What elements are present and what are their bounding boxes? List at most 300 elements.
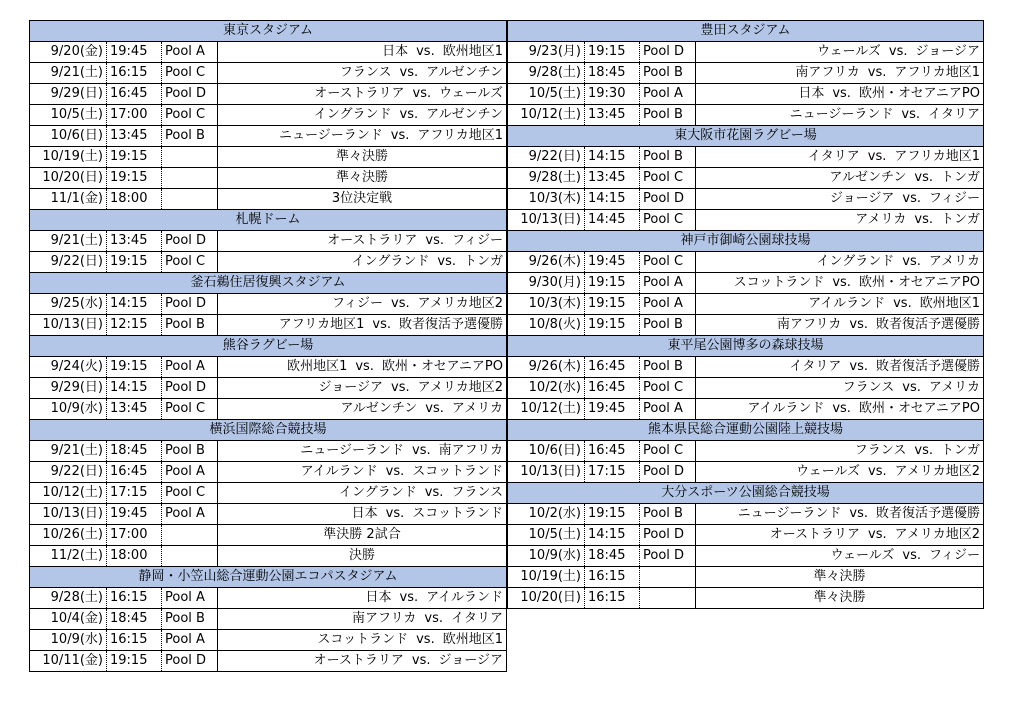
match-time: 19:15 <box>585 273 640 294</box>
match-pool: Pool D <box>640 189 696 210</box>
match-teams <box>218 630 507 651</box>
schedule-column-left <box>29 20 507 672</box>
versus-text: vs. <box>416 44 435 59</box>
match-pool: Pool A <box>640 399 696 420</box>
home-team: 南アフリカ <box>352 611 417 626</box>
versus-text: vs. <box>425 233 445 248</box>
away-team: 欧州・オセアニアPO <box>858 275 980 290</box>
match-time: 13:45 <box>107 399 162 420</box>
match-teams <box>218 483 507 504</box>
venue-header-row <box>508 483 984 504</box>
match-stage-label: 準々決勝 <box>696 588 984 609</box>
match-time: 18:45 <box>585 63 640 84</box>
match-pool: Pool C <box>640 168 696 189</box>
away-team: フィジー <box>929 548 980 563</box>
match-pool: Pool C <box>640 378 696 399</box>
match-pool <box>162 189 218 210</box>
venue-name: 東平尾公園博多の森球技場 <box>508 336 984 357</box>
versus-text: vs. <box>868 527 887 542</box>
match-pool: Pool D <box>640 42 696 63</box>
away-team: アメリカ地区2 <box>417 380 503 395</box>
match-time: 19:15 <box>585 315 640 336</box>
match-teams <box>696 462 984 483</box>
match-row <box>30 252 507 273</box>
away-team: 欧州地区1 <box>919 296 980 311</box>
versus-text: vs. <box>867 65 887 80</box>
away-team: ジョージア <box>438 653 503 668</box>
match-date: 9/29(日) <box>30 84 107 105</box>
match-time: 13:45 <box>107 126 162 147</box>
match-teams <box>218 651 507 672</box>
match-date: 10/11(金) <box>30 651 107 672</box>
venue-header-row <box>508 336 984 357</box>
versus-text: vs. <box>914 443 933 458</box>
match-teams <box>218 294 507 315</box>
home-team: ジョージア <box>829 191 895 206</box>
match-pool: Pool B <box>640 147 696 168</box>
match-date: 10/9(水) <box>30 630 107 651</box>
versus-text: vs. <box>411 653 431 668</box>
match-row <box>30 546 507 567</box>
home-team: イタリア <box>789 359 842 374</box>
home-team: オーストラリア <box>314 86 405 101</box>
match-row <box>508 105 984 126</box>
match-row <box>508 441 984 462</box>
home-team: ニュージーランド <box>300 443 405 458</box>
match-pool: Pool A <box>162 462 218 483</box>
home-team: アルゼンチン <box>829 170 907 185</box>
match-time: 19:15 <box>107 147 162 168</box>
match-time: 16:15 <box>107 630 162 651</box>
match-date: 9/23(月) <box>508 42 585 63</box>
schedule-column-right <box>507 20 984 609</box>
match-row <box>30 357 507 378</box>
match-row <box>30 126 507 147</box>
versus-text: vs. <box>832 86 851 101</box>
match-teams <box>218 609 507 630</box>
match-time: 16:45 <box>585 378 640 399</box>
match-pool: Pool C <box>640 441 696 462</box>
home-team: オーストラリア <box>327 233 418 248</box>
away-team: 敗者復活予選優勝 <box>875 359 980 374</box>
away-team: 敗者復活予選優勝 <box>875 317 980 332</box>
match-pool: Pool D <box>640 546 696 567</box>
away-team: アメリカ <box>451 401 503 416</box>
match-row <box>30 168 507 189</box>
match-teams <box>696 252 984 273</box>
match-date: 10/3(木) <box>508 294 585 315</box>
away-team: 欧州・オセアニアPO <box>858 401 980 416</box>
match-time: 17:00 <box>107 525 162 546</box>
venue-name: 豊田スタジアム <box>508 21 984 42</box>
versus-text: vs. <box>412 443 431 458</box>
match-date: 10/13(日) <box>30 504 107 525</box>
versus-text: vs. <box>914 170 933 185</box>
home-team: フランス <box>854 443 907 458</box>
home-team: ニュージーランド <box>789 107 894 122</box>
match-date: 9/26(木) <box>508 252 585 273</box>
match-stage-label: 準決勝 2試合 <box>218 525 507 546</box>
match-row <box>30 63 507 84</box>
home-team: ウェールズ <box>830 548 895 563</box>
match-date: 9/24(火) <box>30 357 107 378</box>
away-team: アフリカ地区1 <box>894 149 980 164</box>
venue-header-row <box>30 21 507 42</box>
match-pool <box>640 588 696 609</box>
venue-name: 釜石鵜住居復興スタジアム <box>30 273 507 294</box>
venue-name: 横浜国際総合競技場 <box>30 420 507 441</box>
match-pool: Pool A <box>162 630 218 651</box>
match-pool: Pool A <box>162 504 218 525</box>
venue-header-row <box>508 126 984 147</box>
versus-text: vs. <box>399 107 419 122</box>
match-pool: Pool B <box>640 63 696 84</box>
match-row <box>508 462 984 483</box>
match-date: 10/12(土) <box>30 483 107 504</box>
match-row <box>508 63 984 84</box>
match-pool: Pool A <box>640 294 696 315</box>
match-teams <box>696 504 984 525</box>
versus-text: vs. <box>424 485 444 500</box>
versus-text: vs. <box>914 212 933 227</box>
match-teams <box>696 63 984 84</box>
match-teams <box>696 42 984 63</box>
match-row <box>508 588 984 609</box>
match-time: 19:45 <box>585 252 640 273</box>
match-date: 10/20(日) <box>508 588 585 609</box>
match-row <box>30 84 507 105</box>
match-pool <box>162 525 218 546</box>
match-pool <box>162 147 218 168</box>
home-team: イングランド <box>351 254 430 269</box>
away-team: アメリカ地区2 <box>894 527 980 542</box>
match-date: 10/5(土) <box>508 525 585 546</box>
match-time: 19:15 <box>585 294 640 315</box>
match-pool: Pool A <box>640 273 696 294</box>
match-pool: Pool C <box>162 483 218 504</box>
match-teams <box>218 315 507 336</box>
match-date: 10/2(水) <box>508 504 585 525</box>
match-date: 10/9(水) <box>508 546 585 567</box>
match-date: 9/26(木) <box>508 357 585 378</box>
venue-name: 熊本県民総合運動公園陸上競技場 <box>508 420 984 441</box>
match-date: 9/22(日) <box>30 462 107 483</box>
match-time: 16:15 <box>107 63 162 84</box>
home-team: イングランド <box>313 107 392 122</box>
match-row <box>508 210 984 231</box>
match-teams <box>696 546 984 567</box>
match-date: 10/8(火) <box>508 315 585 336</box>
away-team: 南アフリカ <box>438 443 503 458</box>
home-team: ニュージーランド <box>279 128 383 143</box>
match-stage-label: 決勝 <box>218 546 507 567</box>
match-pool: Pool B <box>162 441 218 462</box>
match-teams <box>696 189 984 210</box>
match-row <box>508 546 984 567</box>
versus-text: vs. <box>390 128 410 143</box>
home-team: 日本 <box>365 590 392 605</box>
home-team: フランス <box>842 380 895 395</box>
match-row <box>508 525 984 546</box>
match-date: 9/21(土) <box>30 441 107 462</box>
match-pool: Pool B <box>640 357 696 378</box>
match-time: 16:45 <box>107 84 162 105</box>
match-date: 9/25(水) <box>30 294 107 315</box>
match-teams <box>696 525 984 546</box>
match-time: 17:15 <box>585 462 640 483</box>
match-row <box>508 504 984 525</box>
match-teams <box>218 126 507 147</box>
match-time: 16:15 <box>585 567 640 588</box>
match-stage-label: 準々決勝 <box>218 147 507 168</box>
away-team: アメリカ地区2 <box>894 464 980 479</box>
match-pool <box>162 168 218 189</box>
home-team: ニュージーランド <box>737 506 842 521</box>
match-teams <box>218 84 507 105</box>
versus-text: vs. <box>868 464 887 479</box>
versus-text: vs. <box>416 632 435 647</box>
away-team: 欧州・オセアニアPO <box>381 359 503 374</box>
match-teams <box>218 441 507 462</box>
match-teams <box>696 315 984 336</box>
match-date: 10/13(日) <box>508 210 585 231</box>
match-teams <box>696 210 984 231</box>
match-time: 17:15 <box>107 483 162 504</box>
match-pool: Pool B <box>162 609 218 630</box>
match-time: 16:45 <box>585 441 640 462</box>
away-team: 欧州・オセアニアPO <box>858 86 980 101</box>
match-time: 18:00 <box>107 189 162 210</box>
versus-text: vs. <box>888 44 908 59</box>
match-pool: Pool D <box>640 525 696 546</box>
venue-header-row <box>30 420 507 441</box>
versus-text: vs. <box>399 590 419 605</box>
home-team: アメリカ <box>855 212 907 227</box>
match-pool: Pool A <box>162 42 218 63</box>
match-time: 12:15 <box>107 315 162 336</box>
match-time: 17:00 <box>107 105 162 126</box>
match-pool: Pool C <box>162 252 218 273</box>
home-team: 欧州地区1 <box>287 359 348 374</box>
away-team: トンガ <box>463 254 503 269</box>
match-pool: Pool D <box>162 378 218 399</box>
home-team: 南アフリカ <box>795 65 860 80</box>
match-time: 19:30 <box>585 84 640 105</box>
match-teams <box>696 168 984 189</box>
home-team: ウェールズ <box>796 464 861 479</box>
match-date: 9/30(月) <box>508 273 585 294</box>
versus-text: vs. <box>849 506 868 521</box>
match-time: 16:45 <box>107 462 162 483</box>
match-teams <box>696 147 984 168</box>
match-row <box>30 399 507 420</box>
match-time: 14:15 <box>585 525 640 546</box>
away-team: アルゼンチン <box>426 107 503 122</box>
match-teams <box>218 231 507 252</box>
versus-text: vs. <box>901 107 920 122</box>
match-teams <box>218 42 507 63</box>
match-row <box>30 462 507 483</box>
away-team: アフリカ地区1 <box>894 65 980 80</box>
match-pool: Pool C <box>162 105 218 126</box>
match-stage-label: 準々決勝 <box>696 567 984 588</box>
versus-text: vs. <box>832 275 851 290</box>
match-row <box>30 588 507 609</box>
match-teams <box>696 273 984 294</box>
versus-text: vs. <box>832 401 851 416</box>
versus-text: vs. <box>372 317 391 332</box>
match-time: 13:45 <box>107 231 162 252</box>
match-date: 9/28(土) <box>508 63 585 84</box>
home-team: 日本 <box>351 506 378 521</box>
match-row <box>508 273 984 294</box>
home-team: 南アフリカ <box>777 317 842 332</box>
match-row <box>30 630 507 651</box>
match-row <box>30 294 507 315</box>
match-pool: Pool A <box>640 84 696 105</box>
match-time: 13:45 <box>585 168 640 189</box>
match-time: 19:15 <box>107 357 162 378</box>
match-time: 19:45 <box>585 399 640 420</box>
versus-text: vs. <box>902 191 922 206</box>
home-team: ジョージア <box>318 380 384 395</box>
match-date: 9/29(日) <box>30 378 107 399</box>
match-teams <box>696 357 984 378</box>
home-team: スコットランド <box>733 275 825 290</box>
away-team: スコットランド <box>412 464 503 479</box>
match-row <box>508 378 984 399</box>
match-date: 10/2(水) <box>508 378 585 399</box>
match-time: 19:15 <box>585 504 640 525</box>
match-time: 18:45 <box>107 609 162 630</box>
match-date: 9/28(土) <box>508 168 585 189</box>
match-teams <box>218 378 507 399</box>
away-team: フィジー <box>452 233 503 248</box>
venue-header-row <box>30 336 507 357</box>
match-teams <box>218 504 507 525</box>
match-pool: Pool B <box>162 315 218 336</box>
home-team: フランス <box>339 65 392 80</box>
venue-header-row <box>30 273 507 294</box>
match-pool: Pool C <box>640 252 696 273</box>
match-date: 10/12(土) <box>508 105 585 126</box>
match-row <box>30 189 507 210</box>
away-team: トンガ <box>940 443 980 458</box>
match-row <box>508 294 984 315</box>
match-row <box>30 231 507 252</box>
away-team: 敗者復活予選優勝 <box>398 317 503 332</box>
match-pool <box>162 546 218 567</box>
home-team: オーストラリア <box>769 527 861 542</box>
venue-header-row <box>30 210 507 231</box>
away-team: スコットランド <box>412 506 503 521</box>
match-date: 9/21(土) <box>30 231 107 252</box>
home-team: オーストラリア <box>313 653 404 668</box>
match-pool: Pool B <box>162 126 218 147</box>
versus-text: vs. <box>893 296 912 311</box>
away-team: フィジー <box>929 191 980 206</box>
home-team: 日本 <box>382 44 409 59</box>
home-team: アイルランド <box>808 296 886 311</box>
match-pool <box>640 567 696 588</box>
versus-text: vs. <box>902 548 922 563</box>
versus-text: vs. <box>391 380 410 395</box>
match-stage-label: 3位決定戦 <box>218 189 507 210</box>
match-pool: Pool D <box>162 294 218 315</box>
match-time: 13:45 <box>585 105 640 126</box>
match-time: 16:45 <box>585 357 640 378</box>
away-team: イタリア <box>927 107 980 122</box>
match-pool: Pool C <box>162 399 218 420</box>
match-teams <box>218 63 507 84</box>
match-teams <box>696 84 984 105</box>
home-team: アイルランド <box>300 464 378 479</box>
home-team: アルゼンチン <box>340 401 418 416</box>
away-team: トンガ <box>940 170 980 185</box>
match-pool: Pool D <box>162 84 218 105</box>
venue-header-row <box>30 567 507 588</box>
match-pool: Pool C <box>640 210 696 231</box>
venue-name: 札幌ドーム <box>30 210 507 231</box>
match-date: 10/20(日) <box>30 168 107 189</box>
venue-name: 静岡・小笠山総合運動公園エコパスタジアム <box>30 567 507 588</box>
match-time: 19:45 <box>107 42 162 63</box>
match-date: 10/5(土) <box>30 105 107 126</box>
match-row <box>508 252 984 273</box>
match-time: 19:15 <box>107 252 162 273</box>
match-date: 10/12(土) <box>508 399 585 420</box>
away-team: アメリカ地区2 <box>417 296 503 311</box>
away-team: ウェールズ <box>439 86 503 101</box>
match-date: 10/9(水) <box>30 399 107 420</box>
away-team: 欧州地区1 <box>442 44 503 59</box>
match-date: 10/6(日) <box>508 441 585 462</box>
match-row <box>508 357 984 378</box>
versus-text: vs. <box>385 506 405 521</box>
match-time: 14:45 <box>585 210 640 231</box>
match-teams <box>218 357 507 378</box>
away-team: アメリカ <box>928 254 980 269</box>
versus-text: vs. <box>849 317 868 332</box>
match-row <box>30 42 507 63</box>
match-teams <box>696 399 984 420</box>
match-row <box>30 504 507 525</box>
versus-text: vs. <box>902 254 921 269</box>
away-team: アメリカ <box>928 380 980 395</box>
match-time: 19:15 <box>107 168 162 189</box>
home-team: アイルランド <box>747 401 825 416</box>
versus-text: vs. <box>412 86 432 101</box>
match-row <box>508 42 984 63</box>
venue-name: 大分スポーツ公園総合競技場 <box>508 483 984 504</box>
match-date: 10/26(土) <box>30 525 107 546</box>
match-row <box>30 105 507 126</box>
match-row <box>30 609 507 630</box>
match-date: 10/13(日) <box>30 315 107 336</box>
match-date: 10/3(木) <box>508 189 585 210</box>
home-team: スコットランド <box>317 632 409 647</box>
match-date: 10/5(土) <box>508 84 585 105</box>
match-teams <box>218 462 507 483</box>
versus-text: vs. <box>385 464 405 479</box>
match-pool: Pool B <box>640 504 696 525</box>
match-row <box>508 168 984 189</box>
match-teams <box>696 378 984 399</box>
versus-text: vs. <box>867 149 887 164</box>
home-team: イングランド <box>339 485 417 500</box>
versus-text: vs. <box>849 359 868 374</box>
match-teams <box>696 105 984 126</box>
